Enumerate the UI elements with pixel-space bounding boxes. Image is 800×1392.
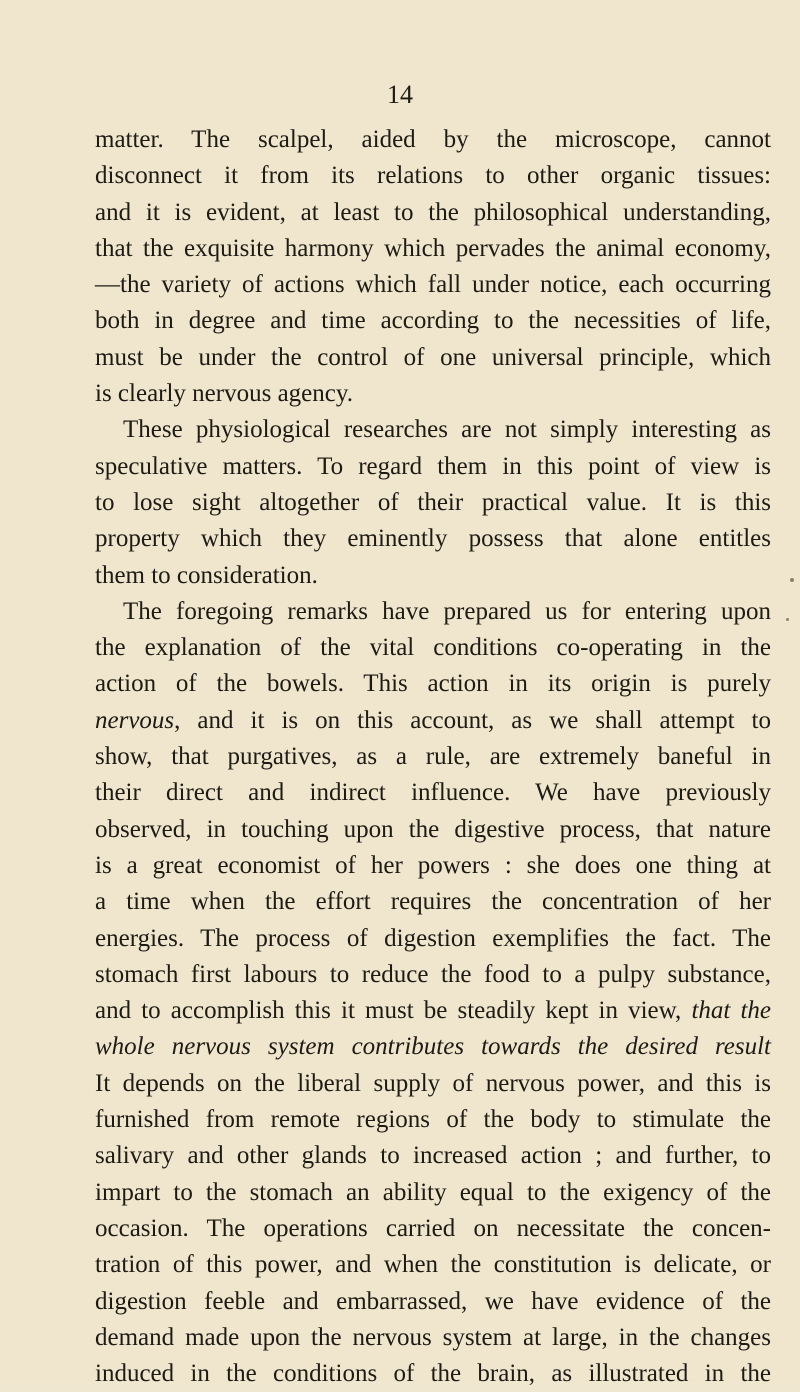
text-line: action of the bowels. This action in its origin is purely [95, 670, 771, 698]
text-line: that the exquisite harmony which pervades the animal economy, [95, 234, 771, 262]
text-line: salivary and other glands to increased action ; and further, to [95, 1142, 771, 1170]
margin-speck [790, 578, 794, 582]
text-line: digestion feeble and embarrassed, we have evidence of the [95, 1287, 771, 1315]
text-line: and it is evident, at least to the philosophical understanding, [95, 198, 771, 226]
text-line: disconnect it from its relations to other organic tissues: [95, 162, 771, 190]
text-line: These physiological researches are not simply interesting as [123, 416, 771, 444]
italic-word: nervous [95, 706, 175, 734]
text-line: —the variety of actions which fall under notice, each occurring [95, 271, 771, 299]
text-line: It depends on the liberal supply of nervous power, and this is [95, 1069, 771, 1097]
text-line: matter. The scalpel, aided by the microscope, cannot [95, 126, 771, 153]
text-line [95, 1029, 771, 1065]
text-line: demand made upon the nervous system at large, in the changes [95, 1323, 771, 1351]
text-line: is clearly nervous agency. [95, 380, 353, 408]
text-line: energies. The process of digestion exemplifies the fact. The [95, 924, 771, 952]
body-text [95, 122, 771, 1392]
italic-phrase: whole nervous system contributes towards the desired result [95, 1033, 771, 1061]
text-line: speculative matters. To regard them in this point of view is [95, 452, 771, 480]
text-line: a time when the effort requires the concentration of her [95, 888, 771, 916]
text-line: both in degree and time according to the necessities of life, [95, 307, 771, 335]
text-line: observed, in touching upon the digestive process, that nature [95, 815, 771, 843]
text-line: is a great economist of her powers : she does one thing at [95, 851, 771, 879]
text-line: occasion. The operations carried on necessitate the concen- [95, 1214, 771, 1242]
italic-phrase: that the [691, 997, 771, 1025]
text-line: show, that purgatives, as a rule, are extremely baneful in [95, 743, 771, 771]
line-start: and to accomplish this it must be steadily kept in view, [95, 997, 692, 1025]
text-line: furnished from remote regions of the body to stimulate the [95, 1106, 771, 1134]
text-line: tration of this power, and when the constitution is delicate, or [95, 1251, 771, 1279]
text-line: stomach first labours to reduce the food to a pulpy substance, [95, 960, 771, 988]
text-line [95, 993, 771, 1029]
text-line: impart to the stomach an ability equal to the exigency of the [95, 1178, 771, 1206]
text-line [95, 703, 771, 739]
text-line: their direct and indirect influence. We have previously [95, 779, 771, 807]
line-rest: , and it is on this account, as we shall attempt to [174, 706, 771, 734]
margin-speck [786, 618, 789, 621]
page-number: 14 [387, 80, 413, 109]
text-line: The foregoing remarks have prepared us for entering upon [123, 597, 771, 625]
text-line: must be under the control of one universal principle, which [95, 343, 771, 371]
text-line: property which they eminently possess that alone entitles [95, 525, 771, 553]
text-line: them to consideration. [95, 561, 318, 589]
text-line: induced in the conditions of the brain, as illustrated in the [95, 1360, 771, 1388]
text-line: the explanation of the vital conditions co-operating in the [95, 634, 771, 662]
text-line: to lose sight altogether of their practical value. It is this [95, 488, 771, 516]
